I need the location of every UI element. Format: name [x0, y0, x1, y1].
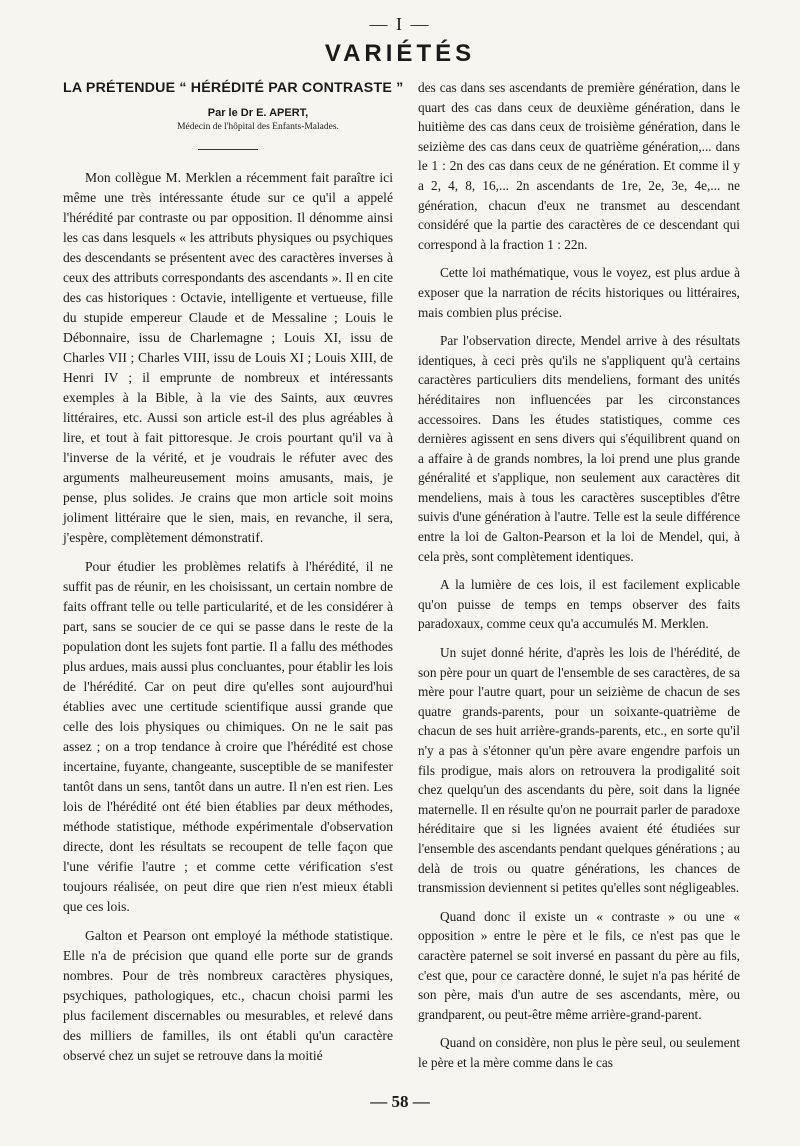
author-affiliation: Médecin de l'hôpital des Enfants-Malades. [177, 122, 339, 132]
paragraph: Un sujet donné hérite, d'après les lois de l'hérédité, de son père pour un quart de l'ensemble de ses caractères, de sa mère pour l'autre quart, pour un seizième de chacun de ses quatre grands-parents, pour un soixante-quatrième de chacun de ses huit arrière-grands-parents, etc., en sorte qu'il n'y a pas à s'étonner qu'un père avare engendre parfois un fils prodigue, mais alors on retrouvera la prodigalité soit chez quelqu'un des ascendants du père, soit dans la lignée maternelle. Il en résulte qu'on ne pourrait parler de paradoxe héréditaire que si les lignées avaient été étudiées sur l'ensemble des ascendants pendant quelques générations ; au delà de trois ou quatre générations, les chances de transmission deviennent si petites qu'elles sont négligeables. [418, 645, 740, 896]
page-number: — 58 — [370, 1092, 430, 1111]
article-title: LA PRÉTENDUE “ HÉRÉDITÉ PAR CONTRASTE ” [63, 80, 404, 96]
paragraph: des cas dans ses ascendants de première génération, dans le quart des cas dans ceux de deuxième génération, dans le huitième des cas dans ceux de troisième génération, dans le seizième des cas dans ceux de quatrième génération,... dans le 1 : 2n des cas dans ceux de ne génération. Et comme il y a 2, 4, 8, 16,... 2n ascendants de 1re, 2e, 3e, 4e,... ne génération, chacun d'eux ne transmet au descendant considéré que la partie des caractères de ce descendant qui correspond à la fraction 1 : 22n. [418, 80, 740, 252]
title-divider [198, 149, 258, 150]
paragraph: Par l'observation directe, Mendel arrive à des résultats identiques, à ceci près qu'ils ne s'appliquent qu'à certains caractères particuliers dits mendeliens, formant des unités héréditaires non influencées par les circonstances accessoires. Dans les études statistiques, comme ces dernières agissent en sens divers qui s'équilibrent quand on a affaire à de grands nombres, la loi prend une plus grande généralité et s'applique, non seulement aux caractères dit mendeliens, mais à tous les caractères susceptibles d'être suivis d'une génération à l'autre. Telle est la seule différence entre la loi de Galton-Pearson et la loi de Mendel, qui, à cela près, sont complètement identiques. [418, 333, 740, 564]
paragraph: A la lumière de ces lois, il est facilement explicable qu'on puisse de temps en temps observer des faits paradoxaux, comme ceux qu'a accumulés M. Merklen. [418, 577, 740, 632]
left-column [63, 78, 404, 1075]
section-title: VARIÉTÉS [324, 40, 476, 67]
paragraph: Quand on considère, non plus le père seul, ou seulement le père et la mère comme dans le cas [418, 1035, 740, 1070]
paragraph: Cette loi mathématique, vous le voyez, est plus ardue à exposer que la narration de récits historiques ou littéraires, mais combien plus précise. [418, 265, 740, 320]
page-marker: — I — [369, 14, 431, 34]
paragraph: Galton et Pearson ont employé la méthode statistique. Elle n'a de précision que quand elle porte sur de grands nombres. Pour de très nombreux caractères physiques, psychiques, pathologiques, etc., chacun choisi parmi les plus facilement discernables ou mesurables, et relevé dans des milliers de familles, ils ont établi qu'un caractère observé chez un sujet se retrouve dans la moitié [63, 928, 393, 1063]
paragraph: Mon collègue M. Merklen a récemment fait paraître ici même une très intéressante étude sur ce qu'il a appelé l'hérédité par contraste ou par opposition. Il dénomme ainsi les cas dans lesquels « les attributs physiques ou psychiques des descendants se présentent avec des caractères inverses à ceux des attributs correspondants des ascendants ». Il en cite des cas historiques : Octavie, intelligente et vertueuse, fille du stupide empereur Claude et de Messaline ; Louis le Débonnaire, issu de Charlemagne ; Louis XI, issu de Charles VII ; Charles VIII, issu de Louis XI ; Louis XIII, de Henri IV ; il emprunte de nombreux et intéressants exemples à la Bible, à la vie des Saints, aux œuvres littéraires, etc. Aussi son article est-il des plus agréables à lire, et tout à fait pittoresque. Je crois pourtant qu'il va à l'inverse de la vérité, et je voudrais le réfuter avec des arguments malheureusement moins amusants, mais, je pense, plus solides. Je crains que mon article soit moins joliment littéraire que le sien, mais, en revanche, il sera, j'espère, complètement démonstratif. [63, 170, 393, 545]
right-column [418, 78, 740, 1082]
paragraph: Quand donc il existe un « contraste » ou une « opposition » entre le père et le fils, ce n'est pas que le caractère paternel se soit inversé en passant du père au fils, c'est que, pour ce caractère donné, le sujet n'a pas hérité de son père, mais d'un autre de ses ascendants, mère, ou grandparent, ou peut-être même arrière-grand-parent. [418, 908, 740, 1022]
paragraph: Pour étudier les problèmes relatifs à l'hérédité, il ne suffit pas de réunir, en les choisissant, un certain nombre de faits offrant telle ou telle particularité, et de les considérer à part, sans se soucier de ce qui se passe dans le reste de la population dont les sujets font partie. Il a fallu des méthodes plus ardues, mais aussi plus concluantes, pour établir les lois de l'hérédité. Car on peut dire qu'elles sont aujourd'hui établies avec une certitude scientifique aussi grande que celle des lois physiques ou chimiques. On ne le sait pas assez ; on a trop tendance à croire que l'hérédité est chose incertaine, fuyante, changeante, susceptible de se manifester tantôt dans un sens, tantôt dans un autre. Il n'en est rien. Les lois de l'hérédité ont été bien établies par deux méthodes, méthode statistique, méthode expérimentale d'observation directe, dont les résultats se recoupent de telle façon que l'une vérifie l'autre ; et comme cette vérification s'est toujours réalisée, on peut dire que rien n'est mieux établi que ces lois. [63, 559, 393, 914]
author-byline: Par le Dr E. APERT, [207, 107, 309, 119]
